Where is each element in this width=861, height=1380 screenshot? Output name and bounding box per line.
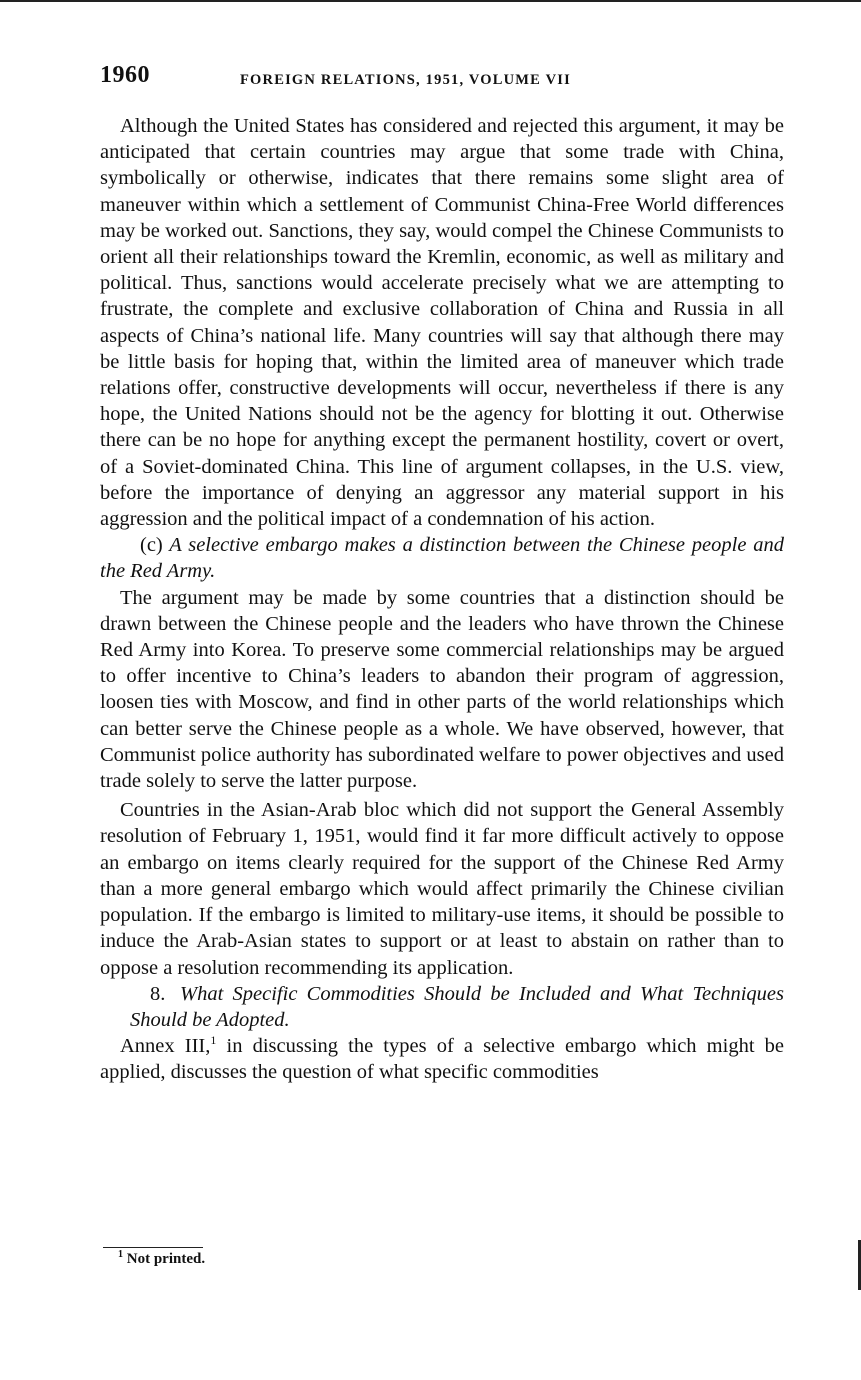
page-top-border bbox=[0, 0, 861, 2]
subheading-label: (c) bbox=[140, 534, 163, 557]
subheading-text: A selective embargo makes a distinction between the Chinese people and the Red Army. bbox=[100, 534, 785, 583]
paragraph-argument-rejected: Although the United States has considered and rejected this argument, it may be anticipated that certain countries may argue that some trade with China, symbolically or otherwise, indicates that there remains some slight area of maneuver within which a settlement of Communist China-Free World differences may be worked out. Sanctions, they say, would compel the Chinese Communists to orient all their relationships toward the Kremlin, economic, as well as military and political. Thus, sanctions would accelerate precisely what we are attempting to frustrate, the complete and exclusive collaboration of China and Russia in all aspects of China’s national life. Many countries will say that although there may be little basis for hoping that, within the limited area of maneuver which trade relations offer, constructive developments will occur, nevertheless if there is any hope, the United Nations should not be the agency for blotting it out. Otherwise there can be no hope for anything except the permanent hostility, covert or overt, of a Soviet-dominated China. This line of argument collapses, in the U.S. view, before the importance of denying an aggressor any material support in his aggression and the political impact of a condemnation of his action. bbox=[100, 115, 784, 531]
footnote bbox=[118, 1251, 205, 1268]
section-number: 8. bbox=[150, 982, 166, 1005]
footnote-divider bbox=[103, 1247, 203, 1248]
paragraph-annex-iii bbox=[100, 1033, 784, 1085]
footnote-mark: 1 bbox=[118, 1249, 123, 1260]
annex-rest: in discussing the types of a selective embargo which might be applied, discusses the question of what specific commodities bbox=[100, 1035, 784, 1084]
subheading-c bbox=[100, 532, 784, 584]
footnote-reference: 1 bbox=[210, 1033, 217, 1048]
paragraph-asian-arab-bloc: Countries in the Asian-Arab bloc which did not support the General Assembly resolution of February 1, 1951, would find it far more difficult actively to oppose an embargo on items clearly required for the support of the Chinese Red Army than a more general embargo which would affect primarily the Chinese civilian population. If the embargo is limited to military-use items, it should be possible to induce the Arab-Asian states to support or at least to abstain on rather than to oppose a resolution recommending its application. bbox=[100, 799, 784, 979]
page-header bbox=[100, 62, 784, 96]
paragraph-distinction: The argument may be made by some countries that a distinction should be drawn between the Chinese people and the leaders who have thrown the Chinese Red Army into Korea. To preserve some commercial relationships may be argued to offer incentive to China’s leaders to abandon their program of aggression, loosen ties with Moscow, and find in other parts of the world relationships which can better serve the Chinese people as a whole. We have observed, however, that Communist police authority has subordinated welfare to power objectives and used trade solely to serve the latter purpose. bbox=[100, 586, 784, 793]
page-body bbox=[100, 113, 784, 1086]
running-head: FOREIGN RELATIONS, 1951, VOLUME VII bbox=[240, 72, 571, 88]
page-number: 1960 bbox=[100, 62, 150, 88]
footnote-text: Not printed. bbox=[126, 1251, 206, 1267]
section-heading-8 bbox=[100, 981, 784, 1033]
annex-lead: Annex III, bbox=[120, 1035, 211, 1058]
section-title: What Specific Commodities Should be Included and What Techniques Should be Adopted. bbox=[130, 982, 784, 1031]
